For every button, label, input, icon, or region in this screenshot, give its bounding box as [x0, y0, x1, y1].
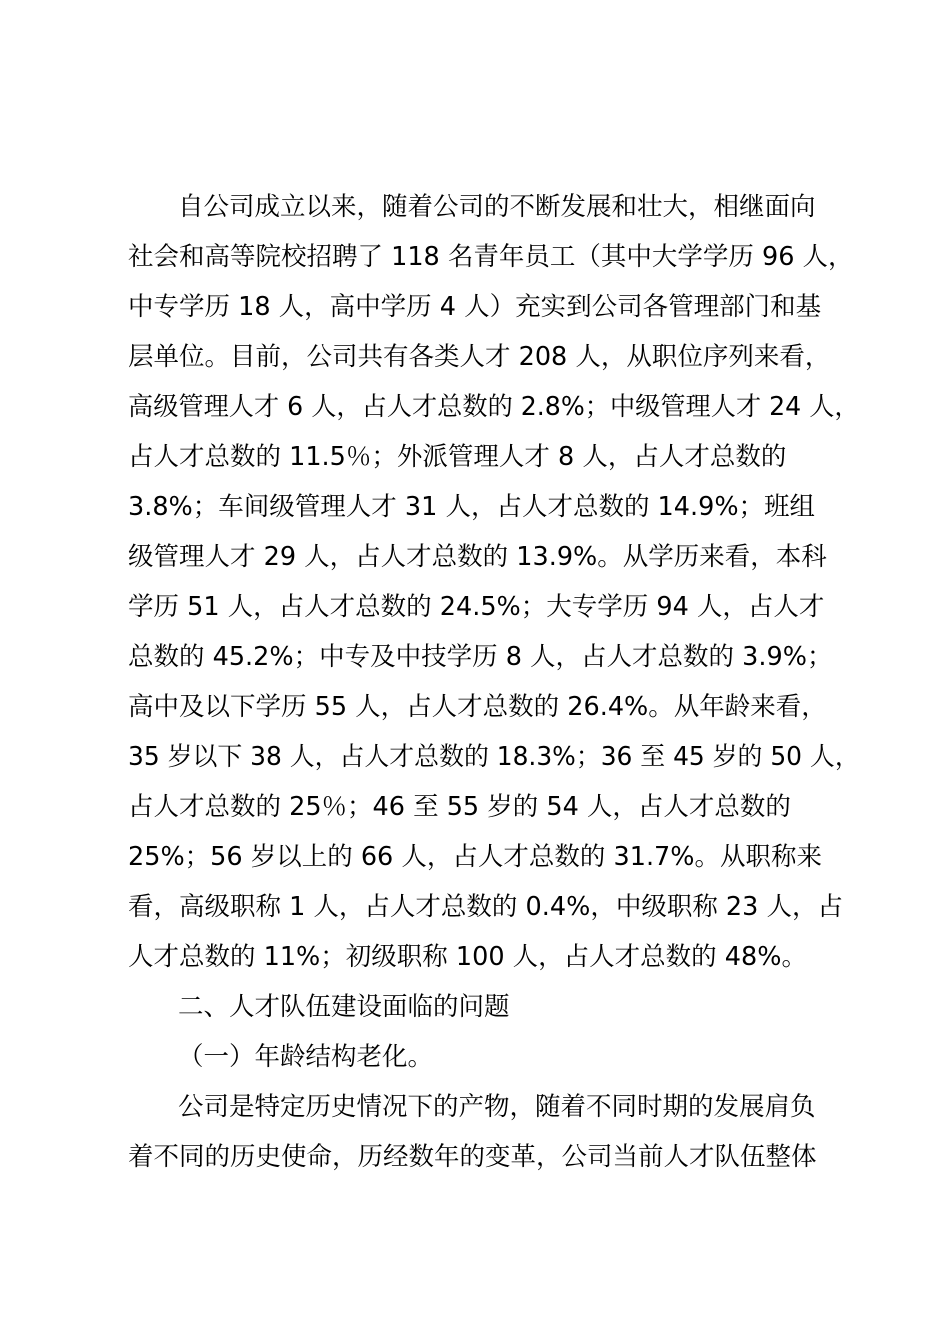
- paragraph-line: 占人才总数的 11.5％；外派管理人才 8 人，占人才总数的: [128, 442, 787, 472]
- paragraph-line: 高中及以下学历 55 人，占人才总数的 26.4%。从年龄来看，: [128, 692, 827, 722]
- paragraph-line: 25%；56 岁以上的 66 人，占人才总数的 31.7%。从职称来: [128, 842, 823, 872]
- subsection-heading: （一）年龄结构老化。: [178, 1042, 434, 1072]
- paragraph-line: 着不同的历史使命，历经数年的变革，公司当前人才队伍整体: [128, 1142, 817, 1172]
- paragraph-line: 级管理人才 29 人，占人才总数的 13.9%。从学历来看，本科: [128, 542, 827, 572]
- paragraph-line: 社会和高等院校招聘了 118 名青年员工（其中大学学历 96 人，: [128, 242, 854, 272]
- paragraph-line: 高级管理人才 6 人，占人才总数的 2.8%；中级管理人才 24 人，: [128, 392, 860, 422]
- paragraph-line: 层单位。目前，公司共有各类人才 208 人，从职位序列来看，: [128, 342, 831, 372]
- paragraph-line: 公司是特定历史情况下的产物，随着不同时期的发展肩负: [178, 1092, 816, 1122]
- paragraph-line: 学历 51 人，占人才总数的 24.5%；大专学历 94 人，占人才: [128, 592, 825, 622]
- section-heading: 二、人才队伍建设面临的问题: [178, 992, 510, 1022]
- paragraph-line: 人才总数的 11%；初级职称 100 人，占人才总数的 48%。: [128, 942, 807, 972]
- paragraph-line: 占人才总数的 25％；46 至 55 岁的 54 人，占人才总数的: [128, 792, 791, 822]
- paragraph-line: 中专学历 18 人，高中学历 4 人）充实到公司各管理部门和基: [128, 292, 822, 322]
- paragraph-line: 3.8%；车间级管理人才 31 人，占人才总数的 14.9%；班组: [128, 492, 816, 522]
- paragraph-line: 35 岁以下 38 人，占人才总数的 18.3%；36 至 45 岁的 50 人，: [128, 742, 860, 772]
- paragraph-line: 总数的 45.2%；中专及中技学历 8 人，占人才总数的 3.9%；: [128, 642, 833, 672]
- paragraph-line: 自公司成立以来，随着公司的不断发展和壮大，相继面向: [178, 192, 816, 222]
- paragraph-line: 看，高级职称 1 人，占人才总数的 0.4%，中级职称 23 人，占: [128, 892, 843, 922]
